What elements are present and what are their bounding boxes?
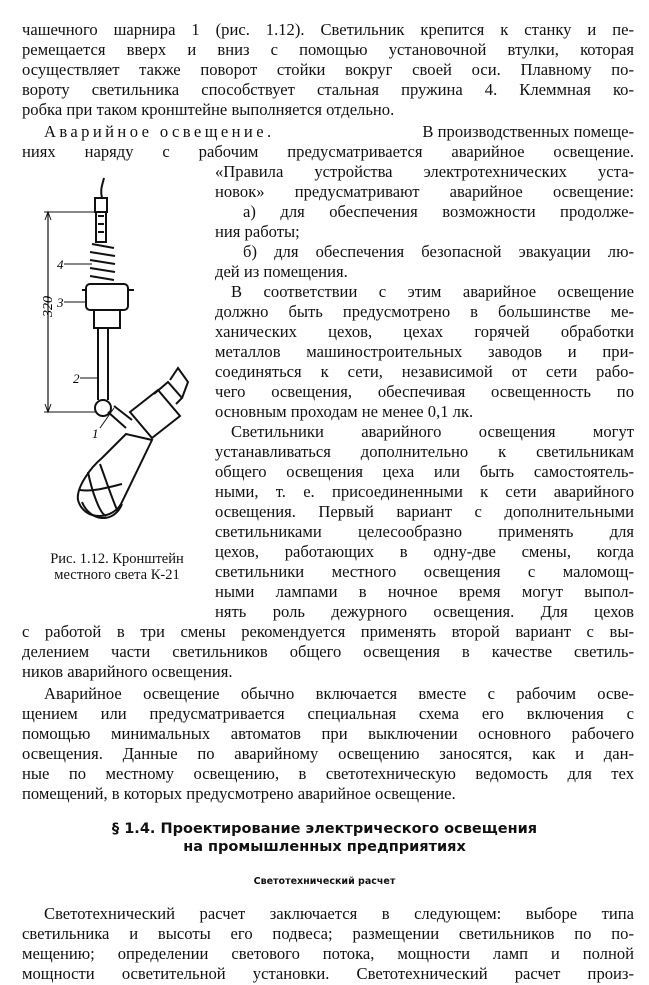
text-line: светильника и высоты его подвеса; размещении светильников по по- bbox=[22, 924, 634, 943]
text-line: «Правила устройства электротехнических уста- bbox=[215, 162, 634, 181]
text-line: робка при таком кронштейне выполняется отдельно. bbox=[22, 100, 395, 119]
text-line: светильники местного освещения с маломощ- bbox=[215, 562, 634, 581]
text-line: новок» предусматривают аварийное освещение: bbox=[215, 182, 634, 201]
text-line: вороту светильника способствует стальная пружина 4. Клеммная ко- bbox=[22, 80, 634, 99]
text-line: ными, т. е. присоединенными к сети аварийного bbox=[215, 482, 634, 501]
section-title-line2: на промышленных предприятиях bbox=[183, 839, 466, 855]
text-line: В соответствии с этим аварийное освещение bbox=[231, 282, 634, 301]
figure-label-4: 4 bbox=[57, 257, 64, 272]
text-line: Светотехнический расчет заключается в следующем: выборе типа bbox=[44, 904, 634, 923]
bracket-drawing bbox=[22, 172, 212, 557]
text-line: общего освещения цеха или быть самостоятель- bbox=[215, 462, 634, 481]
figure-label-2: 2 bbox=[73, 371, 80, 386]
text-line: освещения. Первый вариант с дополнительными bbox=[215, 502, 634, 521]
text-line: соединяться к сети, независимой от сети рабо- bbox=[215, 362, 634, 381]
text-line: цехов, работающих в одну-две смены, когда bbox=[215, 542, 634, 561]
text-line: щением или предусматривается специальная схема его включения с bbox=[22, 704, 634, 723]
text-line: чашечного шарнира 1 (рис. 1.12). Светильник крепится к станку и пе- bbox=[22, 20, 634, 39]
text-line: Аварийное освещение обычно включается вместе с рабочим осве- bbox=[44, 684, 634, 703]
text-line: осуществляет также поворот стойки вокруг своей оси. Плавному по- bbox=[22, 60, 634, 79]
text-line: ремещается вверх и вниз с помощью установочной втулки, которая bbox=[22, 40, 634, 59]
text-line: мощности осветительной установки. Светотехнический расчет произ- bbox=[22, 964, 634, 983]
section-subtitle: Светотехнический расчет bbox=[253, 876, 396, 887]
figure-caption-line1: Рис. 1.12. Кронштейн bbox=[50, 551, 184, 567]
dimension-label: 320 bbox=[41, 296, 56, 317]
text-line: устанавливаться дополнительно к светильникам bbox=[215, 442, 634, 461]
emergency-heading: Аварийное освещение. bbox=[44, 122, 275, 141]
text-line: ников аварийного освещения. bbox=[22, 662, 233, 681]
text-line: ные по местному освещению, в светотехническую ведомость для тех bbox=[22, 764, 634, 783]
text-line: ниях наряду с рабочим предусматривается аварийное освещение. bbox=[22, 142, 634, 161]
text-line: должно быть предусмотрено в большинстве ме- bbox=[215, 302, 634, 321]
text-line: основным проходам не менее 0,1 лк. bbox=[215, 402, 474, 421]
section-title-line1: § 1.4. Проектирование электрического освещения bbox=[111, 821, 538, 837]
text-line: В производственных помеще- bbox=[422, 122, 634, 141]
text-line: ными лампами в ночное время могут выпол- bbox=[215, 582, 634, 601]
text-line: а) для обеспечения возможности продолже- bbox=[243, 202, 634, 221]
text-line: помощью минимальных автоматов при выключении основного рабочего bbox=[22, 724, 634, 743]
emergency-intro-line bbox=[44, 122, 634, 142]
text-line: Светильники аварийного освещения могут bbox=[231, 422, 634, 441]
figure-label-3: 3 bbox=[57, 295, 64, 310]
text-line: помещений, в которых предусмотрено аварийное освещение. bbox=[22, 784, 456, 803]
text-line: делением части светильников общего освещения в качестве светиль- bbox=[22, 642, 634, 661]
bracket-figure bbox=[22, 172, 212, 557]
text-line: б) для обеспечения безопасной эвакуации лю- bbox=[243, 242, 634, 261]
text-line: освещения. Данные по аварийному освещению заносятся, как и дан- bbox=[22, 744, 634, 763]
text-line: нять роль дежурного освещения. Для цехов bbox=[215, 602, 634, 621]
text-line: ханических цехов, цехах горячей обработки bbox=[215, 322, 634, 341]
text-line: металлов машиностроительных заводов и при- bbox=[215, 342, 634, 361]
text-line: дей из помещения. bbox=[215, 262, 348, 281]
text-line: мещению; определении светового потока, мощности ламп и полной bbox=[22, 944, 634, 963]
text-line: ния работы; bbox=[215, 222, 300, 241]
figure-label-1: 1 bbox=[92, 426, 99, 441]
text-line: с работой в три смены рекомендуется применять второй вариант с вы- bbox=[22, 622, 634, 641]
figure-caption-line2: местного света К-21 bbox=[54, 567, 180, 583]
text-line: светильниками целесообразно применять для bbox=[215, 522, 634, 541]
text-line: чего освещения, обеспечивая освещенность по bbox=[215, 382, 634, 401]
